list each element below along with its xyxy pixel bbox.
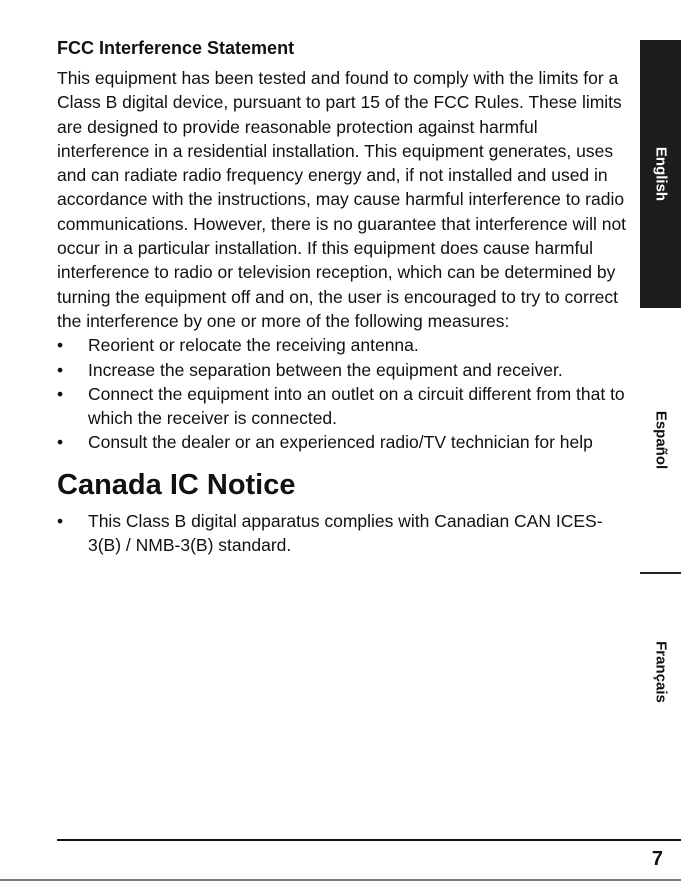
canada-notice-list [57, 509, 629, 558]
page-number: 7 [651, 848, 663, 870]
fcc-body: This equipment has been tested and found to comply with the limits for a Class B digital device, pursuant to part 15 of the FCC Rules. These limits are designed to provide reasonable protection against harmful interference in a residential installation. This equipment generates, uses and can radiate radio frequency energy and, if not installed and used in accordance with the instructions, may cause harmful interference to radio communications. However, there is no guarantee that interference will not occur in a particular installation. If this equipment does cause harmful interference to radio or television reception, which can be determined by turning the equipment off and on, the user is encouraged to try to correct the interference by one or more of the following measures: [57, 68, 627, 331]
bullet-icon: • [57, 335, 64, 356]
list-item [57, 358, 629, 382]
tab-espanol-label: Español [652, 410, 669, 470]
language-tabs [640, 40, 681, 760]
tab-english-label: English [652, 146, 669, 202]
bullet-icon: • [57, 383, 64, 404]
bullet-icon: • [57, 359, 64, 380]
notice-text: This Class B digital apparatus complies with Canadian CAN ICES-3(B) / NMB-3(B) standard. [88, 510, 603, 556]
tab-english[interactable] [640, 40, 681, 308]
measure-text: Increase the separation between the equipment and receiver. [88, 359, 563, 380]
list-item [57, 430, 629, 454]
page-content [57, 36, 629, 557]
list-item [57, 382, 629, 431]
canada-heading: Canada IC Notice [57, 468, 296, 501]
tab-francais[interactable] [640, 572, 681, 772]
measure-text: Connect the equipment into an outlet on a circuit different from that to which the receiver is connected. [88, 383, 625, 429]
measure-text: Reorient or relocate the receiving antenna. [88, 335, 419, 356]
list-item [57, 333, 629, 357]
measure-text: Consult the dealer or an experienced radio/TV technician for help [88, 432, 593, 453]
tab-espanol[interactable] [640, 308, 681, 572]
footer-rule [57, 839, 681, 841]
fcc-heading: FCC Interference Statement [57, 38, 295, 58]
tab-francais-label: Français [652, 641, 669, 703]
fcc-measures-list [57, 333, 629, 454]
bullet-icon: • [57, 510, 64, 531]
list-item [57, 509, 629, 558]
bullet-icon: • [57, 432, 64, 453]
